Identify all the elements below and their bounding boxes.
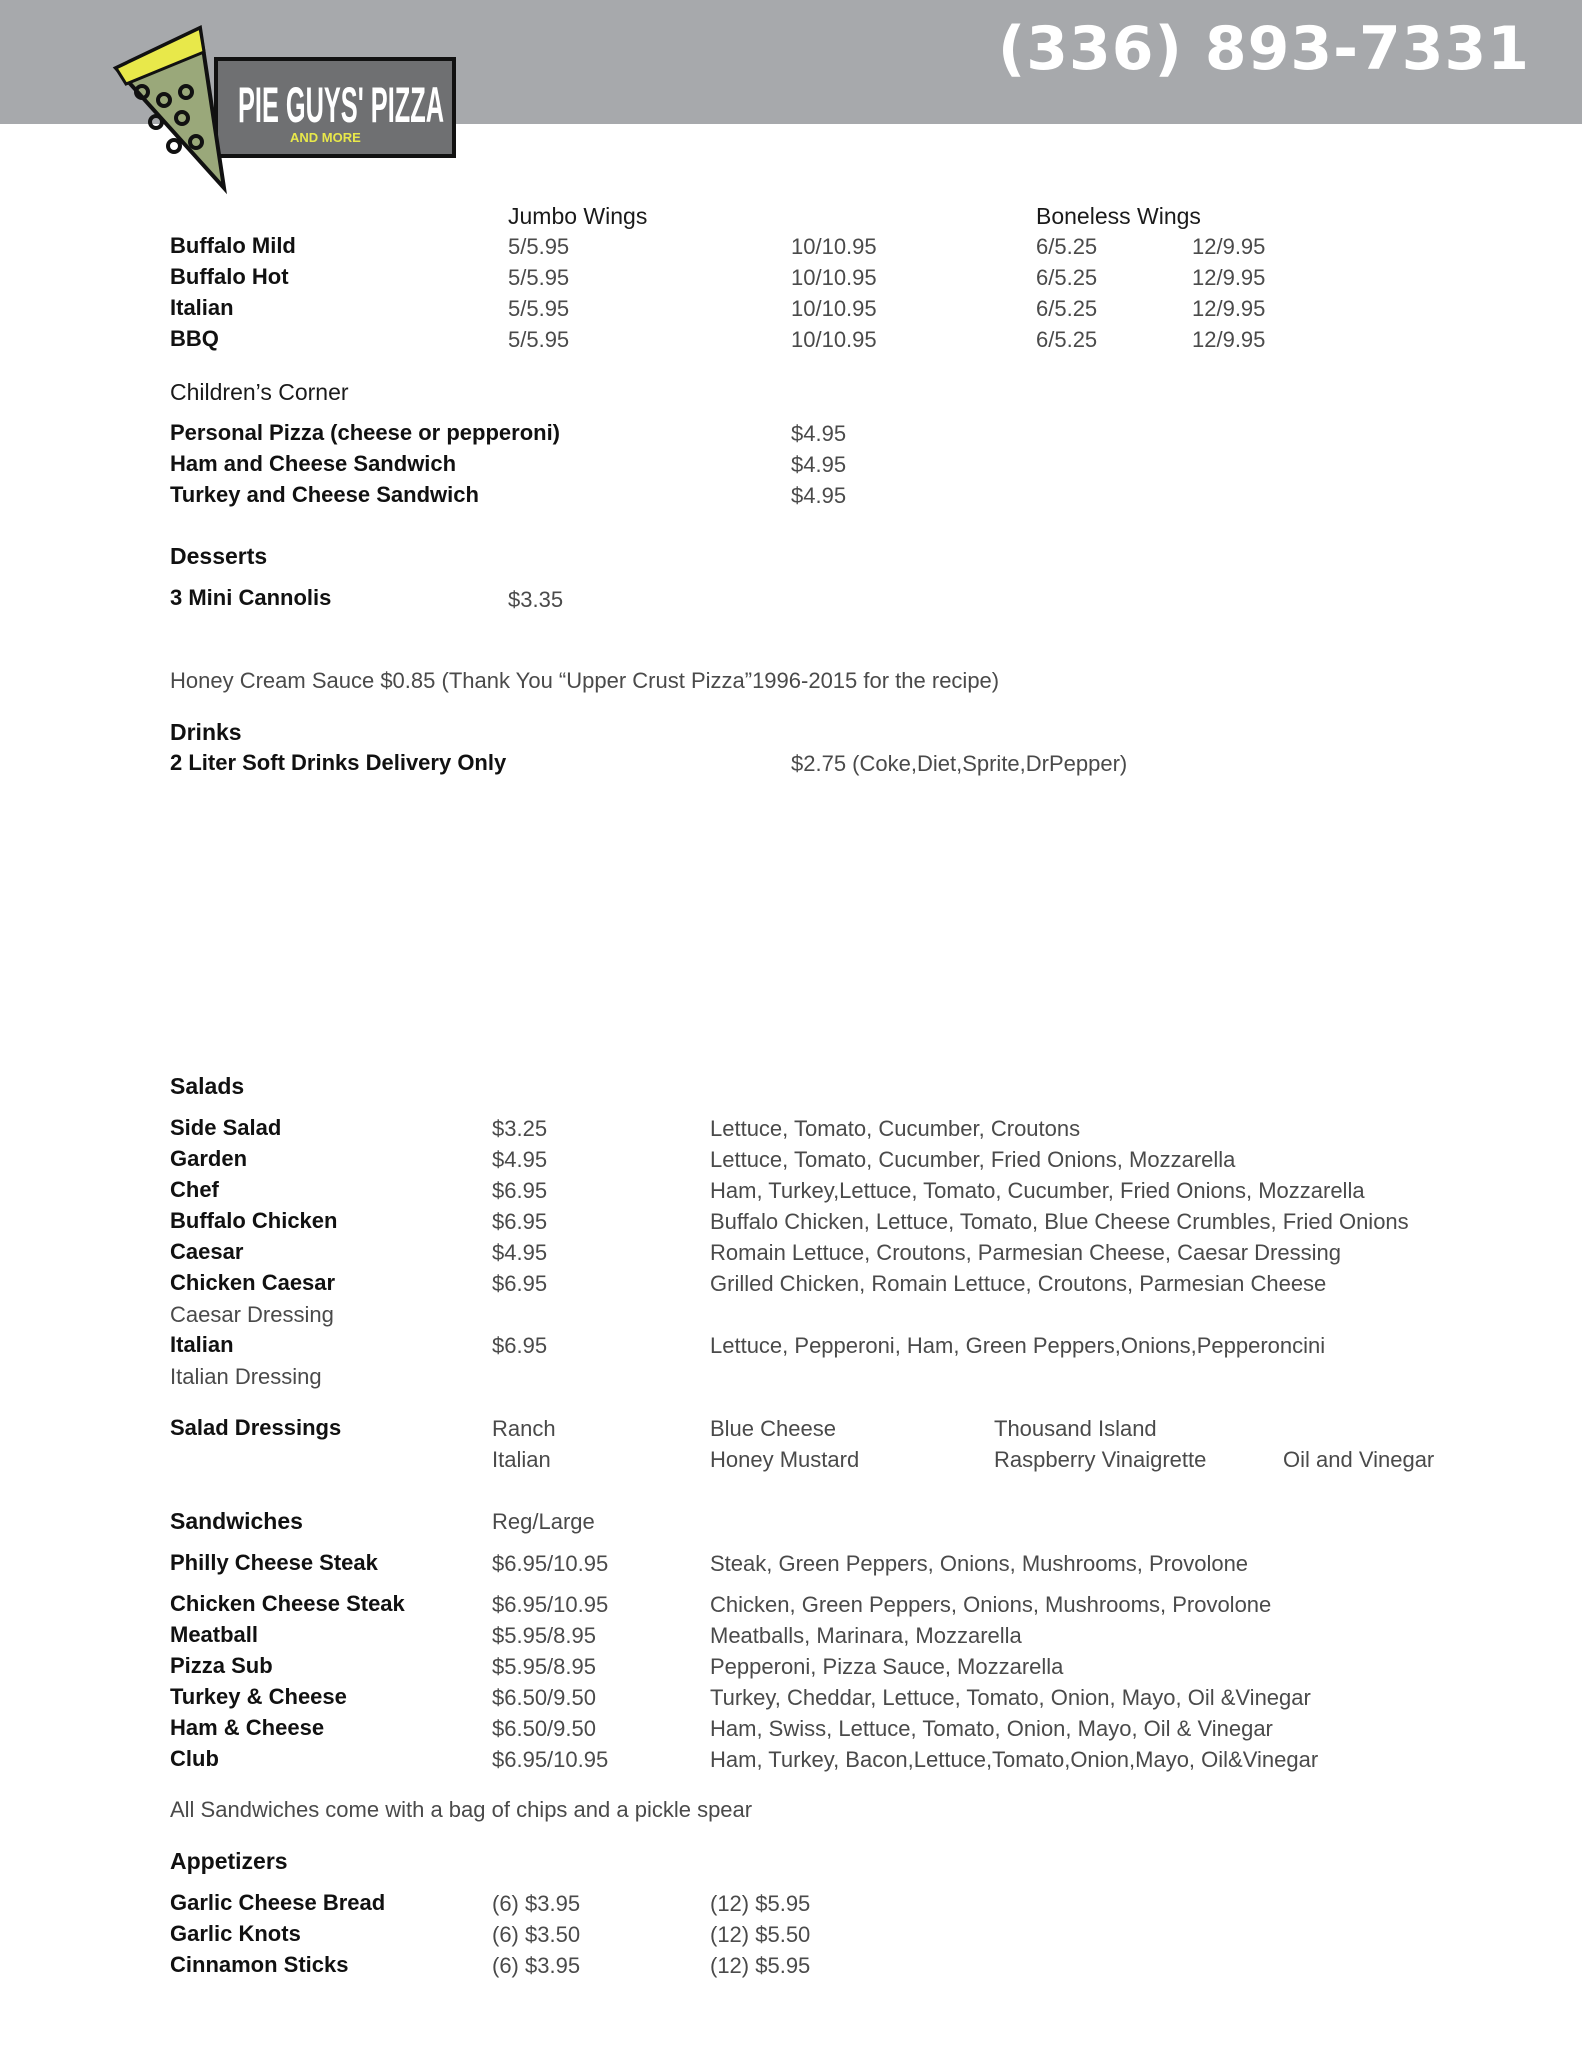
menu-item-name: Turkey & Cheese — [170, 1684, 347, 1709]
menu-item-name: Ham & Cheese — [170, 1715, 325, 1740]
jumbo-price-small: 5/5.95 — [508, 296, 570, 321]
dressing-option: Honey Mustard — [710, 1447, 860, 1472]
menu-item-price: $5.95/8.95 — [492, 1654, 596, 1679]
honey-cream-note: Honey Cream Sauce $0.85 (Thank You “Upper Crust Pizza”1996-2015 for the recipe) — [170, 668, 1000, 693]
menu-item-name: Garlic Cheese Bread — [170, 1890, 386, 1915]
jumbo-price-large: 10/10.95 — [791, 327, 877, 352]
menu-item-desc: Buffalo Chicken, Lettuce, Tomato, Blue Cheese Crumbles, Fried Onions — [710, 1209, 1409, 1234]
boneless-price-small: 6/5.25 — [1036, 234, 1098, 259]
logo-title: PIE GUYS' PIZZA — [238, 77, 444, 133]
desserts-title: Desserts — [170, 543, 268, 569]
menu-item-name: 2 Liter Soft Drinks Delivery Only — [170, 750, 507, 775]
menu-item-name: Pizza Sub — [170, 1653, 273, 1678]
menu-item-desc: Lettuce, Tomato, Cucumber, Fried Onions, Mozzarella — [710, 1147, 1236, 1172]
jumbo-price-large: 10/10.95 — [791, 234, 877, 259]
dressing-option: Raspberry Vinaigrette — [994, 1447, 1207, 1472]
boneless-wings-label: Boneless Wings — [1036, 203, 1201, 229]
menu-item-desc: Turkey, Cheddar, Lettuce, Tomato, Onion, Mayo, Oil &Vinegar — [710, 1685, 1311, 1710]
menu-item-price: $6.50/9.50 — [492, 1685, 596, 1710]
menu-item-name: Chef — [170, 1177, 219, 1202]
menu-item-name: Turkey and Cheese Sandwich — [170, 482, 479, 507]
menu-item-price: $4.95 — [492, 1240, 548, 1265]
salads-title: Salads — [170, 1073, 245, 1099]
menu-item-name: Buffalo Chicken — [170, 1208, 338, 1233]
menu-item-price: $6.95 — [492, 1209, 548, 1234]
boneless-price-small: 6/5.25 — [1036, 327, 1098, 352]
menu-item-desc: Steak, Green Peppers, Onions, Mushrooms, Provolone — [710, 1551, 1249, 1576]
menu-item-desc: Chicken, Green Peppers, Onions, Mushrooms, Provolone — [710, 1592, 1272, 1617]
menu-item-name: Italian — [170, 1332, 234, 1357]
sandwiches-note: All Sandwiches come with a bag of chips and a pickle spear — [170, 1797, 753, 1822]
jumbo-price-large: 10/10.95 — [791, 296, 877, 321]
menu-item-desc: Lettuce, Tomato, Cucumber, Croutons — [710, 1116, 1081, 1141]
drinks-title: Drinks — [170, 719, 242, 745]
jumbo-price-small: 5/5.95 — [508, 265, 570, 290]
appetizer-price-small: (6) $3.95 — [492, 1891, 581, 1916]
menu-item-name: Personal Pizza (cheese or pepperoni) — [170, 420, 561, 445]
wing-name: Buffalo Hot — [170, 264, 289, 289]
logo-subtitle: AND MORE — [290, 130, 361, 145]
appetizers-title: Appetizers — [170, 1848, 288, 1874]
menu-item-price: $4.95 — [492, 1147, 548, 1172]
boneless-price-small: 6/5.25 — [1036, 296, 1098, 321]
menu-item-desc: Ham, Turkey, Bacon,Lettuce,Tomato,Onion,Mayo, Oil&Vinegar — [710, 1747, 1319, 1772]
menu-item-price: $6.95 — [492, 1333, 548, 1358]
dressing-option: Ranch — [492, 1416, 556, 1441]
sandwiches-title: Sandwiches — [170, 1508, 303, 1534]
boneless-price-large: 12/9.95 — [1192, 296, 1266, 321]
menu-item-price: $4.95 — [791, 483, 847, 508]
menu-item-price: $6.95/10.95 — [492, 1592, 609, 1617]
menu-item-name: Club — [170, 1746, 219, 1771]
menu-item-price: $6.95/10.95 — [492, 1551, 609, 1576]
dressing-option: Blue Cheese — [710, 1416, 836, 1441]
dressing-option: Thousand Island — [994, 1416, 1157, 1441]
menu-item-desc: Ham, Swiss, Lettuce, Tomato, Onion, Mayo, Oil & Vinegar — [710, 1716, 1273, 1741]
phone-number: (336) 893-7331 — [997, 14, 1530, 84]
menu-item-price: $3.25 — [492, 1116, 548, 1141]
jumbo-price-large: 10/10.95 — [791, 265, 877, 290]
menu-item-price: $3.35 — [508, 587, 564, 612]
wing-name: Italian — [170, 295, 234, 320]
menu-item-price: $2.75 (Coke,Diet,Sprite,DrPepper) — [791, 751, 1128, 776]
appetizer-price-large: (12) $5.95 — [710, 1891, 811, 1916]
menu-item-desc: Lettuce, Pepperoni, Ham, Green Peppers,Onions,Pepperoncini — [710, 1333, 1326, 1358]
jumbo-wings-label: Jumbo Wings — [508, 203, 648, 229]
boneless-price-large: 12/9.95 — [1192, 265, 1266, 290]
childrens-corner-title: Children’s Corner — [170, 379, 349, 405]
menu-item-price: $6.95 — [492, 1271, 548, 1296]
sandwich-size-label: Reg/Large — [492, 1509, 595, 1534]
menu-item-name: Philly Cheese Steak — [170, 1550, 378, 1575]
dressing-option: Oil and Vinegar — [1283, 1447, 1435, 1472]
boneless-price-large: 12/9.95 — [1192, 234, 1266, 259]
menu-item-name: Garden — [170, 1146, 248, 1171]
boneless-price-large: 12/9.95 — [1192, 327, 1266, 352]
menu-item-desc: Ham, Turkey,Lettuce, Tomato, Cucumber, Fried Onions, Mozzarella — [710, 1178, 1365, 1203]
appetizer-price-large: (12) $5.50 — [710, 1922, 811, 1947]
salad-dressings-title: Salad Dressings — [170, 1415, 342, 1440]
menu-item-name: Chicken Cheese Steak — [170, 1591, 405, 1616]
menu-item-name: Meatball — [170, 1622, 259, 1647]
menu-item-price: $6.95/10.95 — [492, 1747, 609, 1772]
appetizer-price-small: (6) $3.95 — [492, 1953, 581, 1978]
jumbo-price-small: 5/5.95 — [508, 327, 570, 352]
menu-item-name: Chicken Caesar — [170, 1270, 336, 1295]
italian-dressing-note: Italian Dressing — [170, 1364, 322, 1389]
appetizer-price-small: (6) $3.50 — [492, 1922, 581, 1947]
menu-item-name: Cinnamon Sticks — [170, 1952, 349, 1977]
wing-name: BBQ — [170, 326, 219, 351]
menu-item-desc: Grilled Chicken, Romain Lettuce, Croutons, Parmesian Cheese — [710, 1271, 1327, 1296]
menu-item-name: Side Salad — [170, 1115, 282, 1140]
menu-item-desc: Meatballs, Marinara, Mozzarella — [710, 1623, 1022, 1648]
appetizer-price-large: (12) $5.95 — [710, 1953, 811, 1978]
caesar-dressing-note: Caesar Dressing — [170, 1302, 334, 1327]
menu-item-name: 3 Mini Cannolis — [170, 585, 332, 610]
wing-name: Buffalo Mild — [170, 233, 296, 258]
menu-item-price: $6.50/9.50 — [492, 1716, 596, 1741]
menu-item-desc: Romain Lettuce, Croutons, Parmesian Cheese, Caesar Dressing — [710, 1240, 1341, 1265]
menu-item-price: $4.95 — [791, 452, 847, 477]
menu-item-name: Ham and Cheese Sandwich — [170, 451, 457, 476]
menu-item-name: Caesar — [170, 1239, 244, 1264]
menu-item-price: $4.95 — [791, 421, 847, 446]
boneless-price-small: 6/5.25 — [1036, 265, 1098, 290]
dressing-option: Italian — [492, 1447, 551, 1472]
jumbo-price-small: 5/5.95 — [508, 234, 570, 259]
menu-item-price: $6.95 — [492, 1178, 548, 1203]
menu-item-name: Garlic Knots — [170, 1921, 301, 1946]
pie-guys-logo — [112, 18, 462, 198]
menu-item-desc: Pepperoni, Pizza Sauce, Mozzarella — [710, 1654, 1064, 1679]
menu-item-price: $5.95/8.95 — [492, 1623, 596, 1648]
